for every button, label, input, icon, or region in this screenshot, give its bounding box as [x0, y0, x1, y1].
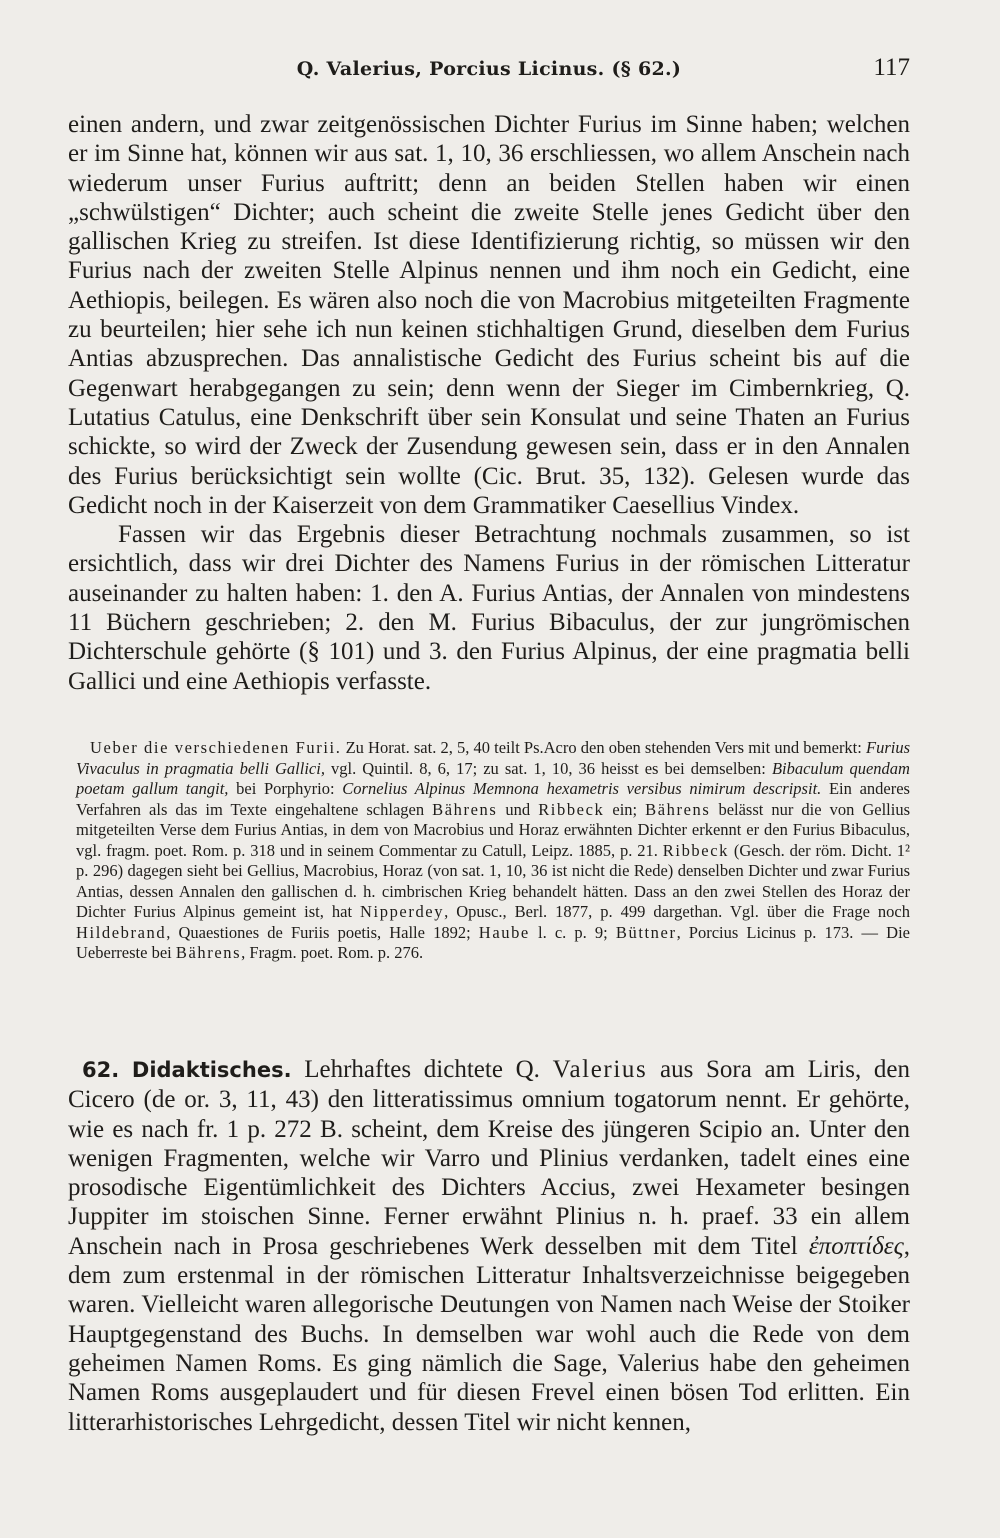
- fn-text: Ein anderes Verfahren als das im Texte eingehaltene schlagen: [76, 779, 910, 819]
- fn-quote: Furius Vivaculus in pragmatia belli Gallici,: [76, 738, 911, 778]
- fn-quote: Cornelius Alpinus Memnona hexametris versibus nimirum descripsit.: [342, 779, 822, 798]
- fn-text: , Fragm. poet. Rom. p. 276.: [241, 943, 424, 962]
- footnote-lead: Ueber die verschiedenen Furii.: [90, 738, 342, 757]
- fn-author: Bährens: [645, 799, 711, 819]
- running-title: Q. Valerius, Porcius Licinus. (§ 62.): [296, 58, 682, 80]
- section-number: 62.: [82, 1058, 120, 1082]
- fn-author: Büttner: [615, 922, 677, 942]
- section-text: aus Sora am Liris, den Cicero (de or. 3, 11, 43) den litteratissimus omnium togatorum nennt. Er gehörte, wie es nach fr. 1 p. 272 B. scheint, dem Kreise des jüngeren Scipio an. Unter den wenigen Fragmenten, welche wir Varro und Plinius verdanken, tadelt eines eine prosodische Eigentümlichkeit des Dichters Accius, zwei Hexameter besingen Juppiter im stoischen Sinne. Ferner erwähnt Plinius n. h. praef. 33 ein allem Anschein nach in Prosa geschriebenes Werk desselben mit dem Titel: [68, 1056, 910, 1260]
- fn-author: Bährens: [432, 799, 498, 819]
- fn-text: belässt nur die von Gellius mitgeteilten Verse dem Furius Antias, in dem von Macrobius und Horaz erwähnten Dichter erkennt er den Furius Bibaculus, vgl. fragm. poet. Rom. p. 318 und in seinem Commentar zu Catull, Leipz. 1885, p. 21.: [76, 799, 910, 860]
- section-heading: Didaktisches.: [131, 1058, 292, 1082]
- fn-author: Haube: [478, 922, 530, 942]
- fn-author: Ribbeck: [538, 799, 605, 819]
- fn-text: ein;: [604, 799, 646, 819]
- greek-title: ἐποπτίδες: [808, 1232, 904, 1260]
- fn-author: Bährens: [175, 943, 242, 962]
- paragraph-2: Fassen wir das Ergebnis dieser Betrachtung nochmals zusammen, so ist ersichtlich, dass wir drei Dichter des Namens Furius in der römischen Litteratur auseinander zu halten haben: 1. den A. Furius Antias, der Annalen von mindestens 11 Büchern geschrieben; 2. den M. Furius Bibaculus, der zur jungrömischen Dichterschule gehörte (§ 101) und 3. den Furius Alpinus, der eine pragmatia belli Gallici und eine Aethiopis verfasste.: [68, 521, 910, 695]
- fn-text: vgl. Quintil. 8, 6, 17; zu sat. 1, 10, 36 heisst es bei demselben:: [324, 758, 772, 778]
- section-text: , dem zum erstenmal in der römischen Litteratur Inhaltsverzeichnisse beigegeben waren. Vielleicht waren allegorische Deutungen von Namen nach Weise der Stoiker Hauptgegenstand des Buchs. In demselben war wohl auch die Rede von dem geheimen Namen Roms. Es ging nämlich die Sage, Valerius habe den geheimen Namen Roms ausgeplaudert und für diesen Frevel einen bösen Tod erlitten. Ein litterarhistorisches Lehrgedicht, dessen Titel wir nicht kennen,: [68, 1232, 910, 1436]
- fn-text: Zu Horat. sat. 2, 5, 40 teilt Ps.Acro den oben stehenden Vers mit und bemerkt:: [341, 738, 866, 757]
- fn-author: Hildebrand: [76, 922, 167, 942]
- fn-quote: Bibaculum quendam poetam gallum tangit,: [76, 758, 910, 798]
- fn-text: l. c. p. 9;: [529, 922, 616, 942]
- paragraph-1: einen andern, und zwar zeitgenössischen Dichter Furius im Sinne haben; welchen er im Sinne hat, können wir aus sat. 1, 10, 36 erschliessen, wo allem Anschein nach wiederum unser Furius auftritt; denn an beiden Stellen haben wir einen „schwülstigen“ Dichter; auch scheint die zweite Stelle jenes Gedicht über den gallischen Krieg zu streifen. Ist diese Identifizierung richtig, so müssen wir den Furius nach der zweiten Stelle Alpinus nennen und ihm noch ein Gedicht, eine Aethiopis, beilegen. Es wären also noch die von Macrobius mitgeteilten Fragmente zu beurteilen; hier sehe ich nun keinen stichhaltigen Grund, dieselben dem Furius Antias abzusprechen. Das annalistische Gedicht des Furius scheint bis auf die Gegenwart herabgegangen zu sein; denn wenn der Sieger im Cimbernkrieg, Q. Lutatius Catulus, eine Denkschrift über sein Konsulat und seine Thaten an Furius schickte, so wird der Zweck der Zusendung gewesen sein, dass er in den Annalen des Furius berücksichtigt sein wollte (Cic. Brut. 35, 132). Gelesen wurde das Gedicht noch in der Kaiserzeit von dem Grammatiker Caesellius Vindex.: [68, 111, 910, 519]
- fn-text: , Porcius Licinus p. 173. — Die Ueberreste bei: [76, 922, 910, 962]
- fn-text: und: [497, 799, 539, 819]
- fn-author: Nipperdey: [360, 902, 445, 921]
- running-head: [68, 52, 910, 88]
- page-number: 117: [873, 54, 910, 81]
- footnote: [76, 738, 910, 964]
- main-text: [68, 110, 910, 696]
- fn-text: , Opusc., Berl. 1877, p. 499 dargethan. Vgl. über die Frage noch: [444, 902, 910, 921]
- fn-text: (Gesch. der röm. Dicht. 1² p. 296) dagegen sieht bei Gellius, Macrobius, Horaz (von sat. 1, 10, 36 ist nicht die Rede) denselben Dichter und zwar Furius Antias, dessen Annalen den gallischen d. h. cimbrischen Krieg behandelt hätten. Dass an den zwei Stellen des Horaz der Dichter Furius Alpinus gemeint ist, hat: [76, 840, 911, 921]
- fn-text: , Quaestiones de Furiis poetis, Halle 1892;: [166, 922, 479, 942]
- section-name: Valerius: [552, 1056, 648, 1083]
- section-62: [68, 1055, 910, 1437]
- section-text: Lehrhaftes dichtete Q.: [291, 1056, 553, 1083]
- fn-author: Ribbeck: [662, 840, 729, 860]
- fn-text: bei Porphyrio:: [228, 779, 343, 798]
